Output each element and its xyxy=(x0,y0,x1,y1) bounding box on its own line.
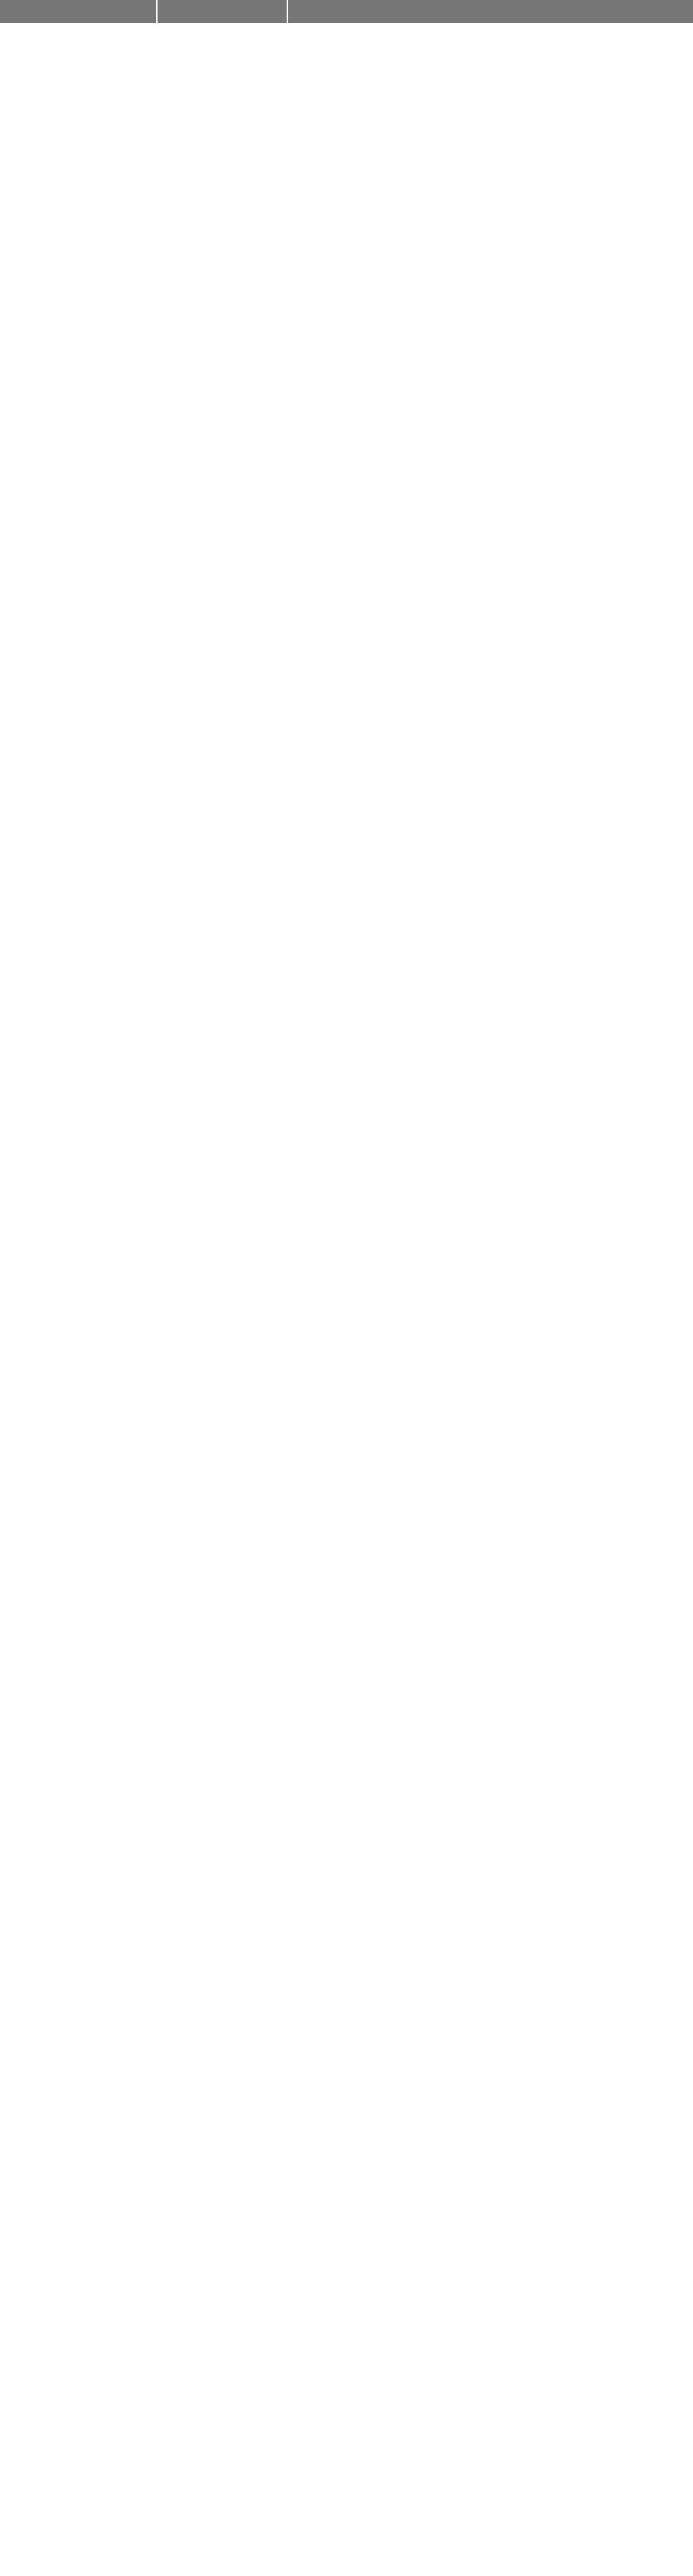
header-meaning xyxy=(157,0,287,23)
header-concept xyxy=(0,0,157,23)
expressions-table xyxy=(0,0,693,23)
table-container xyxy=(0,0,693,23)
header-interpretation xyxy=(287,0,693,23)
header-row xyxy=(0,0,693,23)
